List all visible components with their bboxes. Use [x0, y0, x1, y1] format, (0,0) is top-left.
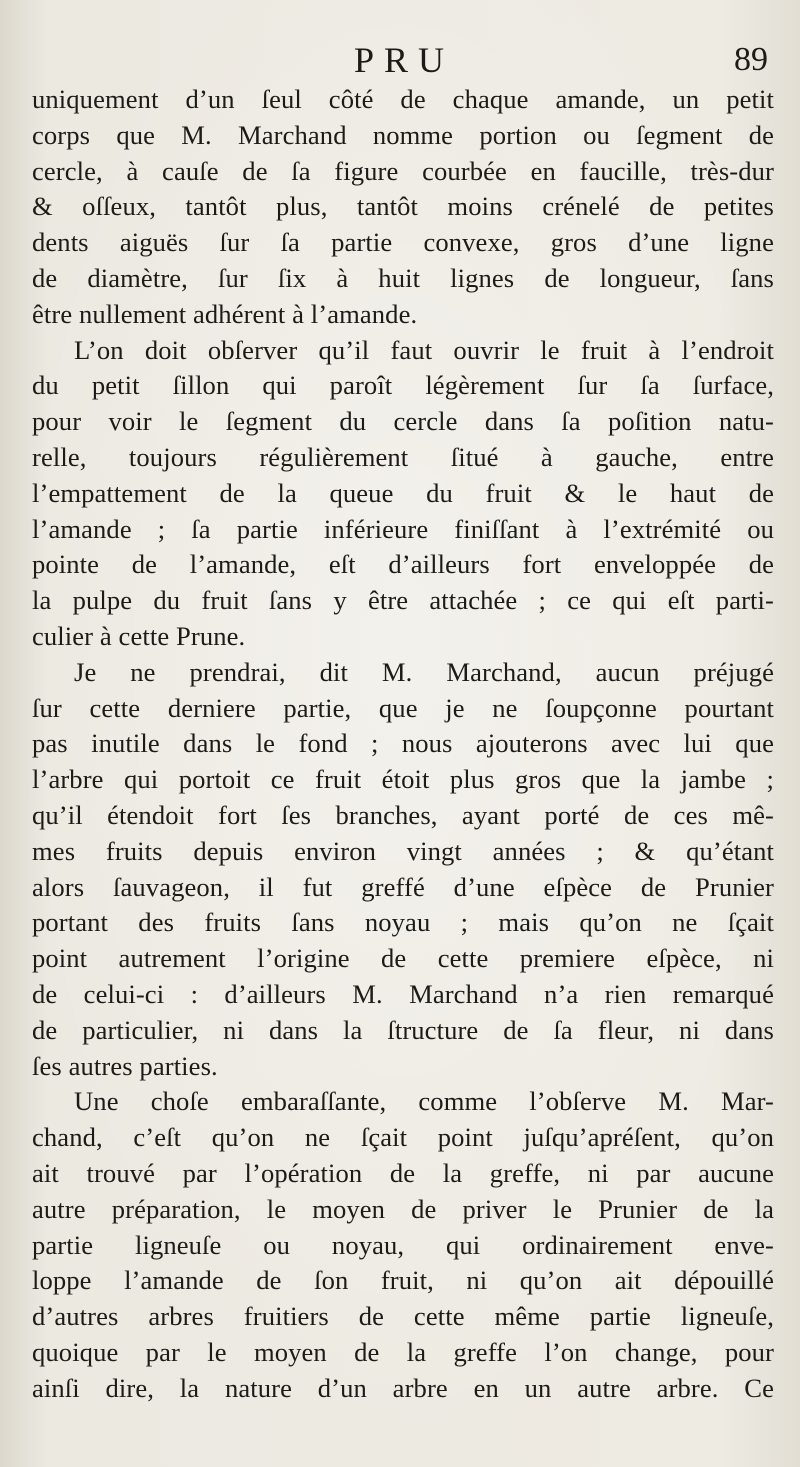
text-line: corps que M. Marchand nomme portion ou ſegment de	[32, 119, 774, 150]
text-line: ſur cette derniere partie, que je ne ſoupçonne pourtant	[32, 692, 774, 723]
text-line: Je ne prendrai, dit M. Marchand, aucun préjugé	[74, 656, 774, 687]
text-line: alors ſauvageon, il fut greffé d’une eſpèce de Prunier	[32, 871, 774, 902]
text-line: l’arbre qui portoit ce fruit étoit plus gros que la jambe ;	[32, 764, 774, 795]
text-line: pas inutile dans le fond ; nous ajouterons avec lui que	[32, 728, 774, 759]
running-title: PRU	[354, 40, 455, 80]
text-line: ſes autres parties.	[32, 1050, 218, 1081]
text-line: de celui-ci : d’ailleurs M. Marchand n’a rien remarqué	[32, 978, 774, 1009]
text-line: uniquement d’un ſeul côté de chaque amande, un petit	[32, 84, 774, 114]
text-line: l’empattement de la queue du fruit & le haut de	[32, 477, 774, 508]
text-line: & oſſeux, tantôt plus, tantôt moins crénelé de petites	[32, 191, 774, 222]
text-line: partie ligneuſe ou noyau, qui ordinairement enve-	[32, 1229, 774, 1260]
running-head	[0, 38, 800, 88]
text-line: loppe l’amande de ſon fruit, ni qu’on ait dépouillé	[32, 1265, 774, 1296]
text-line: mes fruits depuis environ vingt années ; & qu’étant	[32, 835, 774, 866]
text-line: qu’il étendoit fort ſes branches, ayant porté de ces mê-	[32, 799, 774, 830]
text-line: Une choſe embaraſſante, comme l’obſerve M. Mar-	[74, 1086, 774, 1117]
text-line: de diamètre, ſur ſix à huit lignes de longueur, ſans	[32, 262, 774, 293]
text-line: pointe de l’amande, eſt d’ailleurs fort enveloppée de	[32, 549, 774, 580]
text-line: autre préparation, le moyen de priver le Prunier de la	[32, 1193, 774, 1224]
text-line: point autrement l’origine de cette premiere eſpèce, ni	[32, 943, 774, 974]
text-line: quoique par le moyen de la greffe l’on change, pour	[32, 1336, 774, 1367]
text-line: ait trouvé par l’opération de la greffe, ni par aucune	[32, 1157, 774, 1188]
text-line: cercle, à cauſe de ſa figure courbée en faucille, très-dur	[32, 155, 774, 186]
text-line: l’amande ; ſa partie inférieure finiſſant à l’extrémité ou	[32, 513, 774, 544]
text-line: chand, c’eſt qu’on ne ſçait point juſqu’apréſent, qu’on	[32, 1122, 774, 1153]
text-line: dents aiguës ſur ſa partie convexe, gros d’une ligne	[32, 227, 774, 258]
text-line: de particulier, ni dans la ſtructure de ſa fleur, ni dans	[32, 1014, 774, 1045]
page-number: 89	[734, 41, 768, 78]
text-line: ainſi dire, la nature d’un arbre en un autre arbre. Ce	[32, 1372, 774, 1403]
text-line: relle, toujours régulièrement ſitué à gauche, entre	[32, 441, 774, 472]
text-line: la pulpe du fruit ſans y être attachée ; ce qui eſt parti-	[32, 585, 774, 616]
text-line: culier à cette Prune.	[32, 620, 246, 651]
text-line: pour voir le ſegment du cercle dans ſa poſition natu-	[32, 406, 774, 437]
text-line: d’autres arbres fruitiers de cette même partie ligneuſe,	[32, 1301, 774, 1332]
text-line: portant des fruits ſans noyau ; mais qu’on ne ſçait	[32, 907, 774, 938]
text-line: du petit ſillon qui paroît légèrement ſur ſa ſurface,	[32, 370, 774, 401]
body-text	[32, 82, 774, 1406]
text-line: être nullement adhérent à l’amande.	[32, 298, 418, 329]
text-line: L’on doit obſerver qu’il faut ouvrir le fruit à l’endroit	[74, 334, 774, 365]
